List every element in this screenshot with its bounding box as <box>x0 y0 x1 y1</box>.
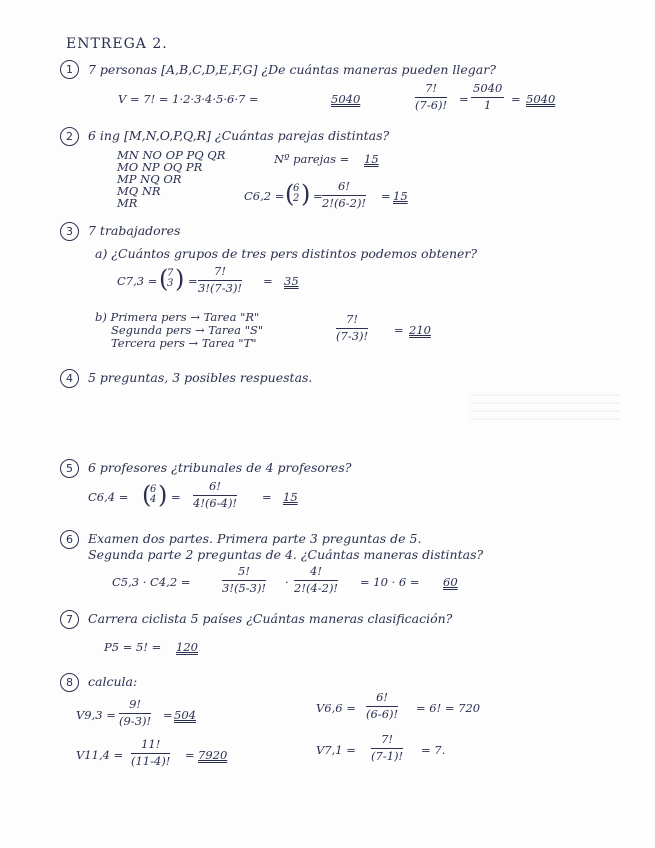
fraction-denominator: (7-3)! <box>336 328 369 343</box>
task-assignment-line: Tercera pers → Tarea "T" <box>111 336 257 350</box>
problem-1-fraction-2 <box>471 83 504 111</box>
task-assignment-line: Segunda pers → Tarea "S" <box>111 323 264 337</box>
fraction-denominator: 3!(5-3)! <box>222 580 267 595</box>
problem-8-number: 8 <box>60 673 79 692</box>
problem-3b-result: 210 <box>409 323 431 337</box>
right-paren: ) <box>301 180 311 208</box>
binomial-top: 7 <box>167 268 174 279</box>
equals-sign: = <box>185 748 195 762</box>
problem-7-number: 7 <box>60 610 79 629</box>
problem-7-statement: Carrera ciclista 5 países ¿Cuántas maneras clasificación? <box>88 611 453 626</box>
pair-row: MP NQ OR <box>117 172 182 186</box>
task-assignment-line: b) Primera pers → Tarea "R" <box>95 310 260 324</box>
fraction-denominator: (7-6)! <box>415 97 448 112</box>
fraction-denominator: 1 <box>483 97 492 112</box>
binomial <box>167 269 173 289</box>
equals-sign: = <box>263 274 273 288</box>
binomial-bottom: 2 <box>293 193 300 204</box>
binomial-top: 6 <box>150 484 157 495</box>
permutation-expression: P5 = 5! = <box>104 640 162 654</box>
problem-4-statement: 5 preguntas, 3 posibles respuestas. <box>88 370 313 385</box>
fraction-numerator: 6! <box>322 181 366 196</box>
problem-3a-result: 35 <box>284 274 299 288</box>
problem-3b-fraction <box>336 314 368 342</box>
variation-label: V6,6 = <box>316 701 356 715</box>
fraction-numerator: 7! <box>198 266 242 281</box>
equals-sign: = <box>171 490 181 504</box>
problem-1-expression: V = 7! = 1·2·3·4·5·6·7 = <box>118 92 259 106</box>
equals-sign: = <box>511 92 521 106</box>
problem-3-fraction <box>198 266 242 294</box>
problem-3-statement: 7 trabajadores <box>88 223 181 238</box>
problem-1-number: 1 <box>60 60 79 79</box>
variation-label: V7,1 = <box>316 743 356 757</box>
combination-label: C7,3 = <box>117 274 158 288</box>
pair-row: MR <box>117 196 138 210</box>
product-expression: C5,3 · C4,2 = <box>112 575 191 589</box>
problem-2-fraction <box>322 181 366 209</box>
binomial <box>293 184 299 204</box>
binomial-bottom: 4 <box>150 494 157 505</box>
left-paren: ( <box>159 265 169 293</box>
problem-1-statement: 7 personas [A,B,C,D,E,F,G] ¿De cuántas maneras pueden llegar? <box>88 62 496 77</box>
variation-result: 7920 <box>198 748 228 762</box>
equals-sign: = <box>459 92 469 106</box>
problem-6-statement-1: Examen dos partes. Primera parte 3 preguntas de 5. <box>88 531 422 546</box>
fraction-numerator: 9! <box>119 699 151 714</box>
fraction-numerator: 7! <box>415 83 447 98</box>
bleed-through-marks <box>470 390 620 420</box>
equals-sign: = <box>313 189 323 203</box>
problem-6-result: 60 <box>443 575 458 589</box>
problem-8-statement: calcula: <box>88 674 138 689</box>
problem-2-statement: 6 ing [M,N,O,P,Q,R] ¿Cuántas parejas distintas? <box>88 128 390 143</box>
left-paren: ( <box>285 180 295 208</box>
pair-count-label: Nº parejas = <box>274 152 350 166</box>
left-paren: ( <box>142 481 152 509</box>
variation-tail: = 7. <box>421 743 446 757</box>
problem-5-number: 5 <box>60 459 79 478</box>
variation-fraction <box>371 734 403 762</box>
combination-label: C6,2 = <box>244 189 285 203</box>
variation-result: 504 <box>174 708 196 722</box>
problem-2-number: 2 <box>60 127 79 146</box>
problem-6-fraction-2 <box>294 566 338 594</box>
multiply-dot: · <box>285 575 289 589</box>
fraction-numerator: 11! <box>131 739 170 754</box>
pair-row: MN NO OP PQ QR <box>117 148 226 162</box>
fraction-numerator: 6! <box>193 481 237 496</box>
fraction-numerator: 4! <box>294 566 338 581</box>
right-paren: ) <box>158 481 168 509</box>
equals-sign: = <box>163 708 173 722</box>
problem-1-result-2: 5040 <box>526 92 556 106</box>
equals-sign: = <box>394 323 404 337</box>
problem-7-result: 120 <box>176 640 198 654</box>
fraction-numerator: 6! <box>366 692 398 707</box>
variation-tail: = 6! = 720 <box>416 701 481 715</box>
problem-5-fraction <box>193 481 237 509</box>
fraction-denominator: (7-1)! <box>371 748 404 763</box>
problem-4-number: 4 <box>60 369 79 388</box>
binomial-top: 6 <box>293 183 300 194</box>
fraction-numerator: 7! <box>371 734 403 749</box>
product-tail: = 10 · 6 = <box>360 575 420 589</box>
problem-1-result: 5040 <box>331 92 361 106</box>
fraction-numerator: 5! <box>222 566 266 581</box>
combination-label: C6,4 = <box>88 490 129 504</box>
fraction-denominator: 2!(6-2)! <box>322 195 367 210</box>
problem-3-question-a: a) ¿Cuántos grupos de tres pers distintos podemos obtener? <box>95 246 478 261</box>
problem-3-number: 3 <box>60 222 79 241</box>
fraction-numerator: 7! <box>336 314 368 329</box>
problem-6-fraction-1 <box>222 566 266 594</box>
variation-fraction <box>131 739 170 767</box>
fraction-denominator: (9-3)! <box>119 713 152 728</box>
equals-sign: = <box>381 189 391 203</box>
variation-label: V11,4 = <box>76 748 124 762</box>
variation-fraction <box>366 692 398 720</box>
problem-1-fraction <box>415 83 447 111</box>
fraction-denominator: 4!(6-4)! <box>193 495 238 510</box>
pair-row: MQ NR <box>117 184 161 198</box>
fraction-denominator: 2!(4-2)! <box>294 580 339 595</box>
problem-5-result: 15 <box>283 490 298 504</box>
problem-6-number: 6 <box>60 530 79 549</box>
binomial-bottom: 3 <box>167 278 174 289</box>
pair-count-value: 15 <box>364 152 379 166</box>
right-paren: ) <box>175 265 185 293</box>
equals-sign: = <box>188 274 198 288</box>
fraction-denominator: (6-6)! <box>366 706 399 721</box>
problem-2-result: 15 <box>393 189 408 203</box>
page-title: ENTREGA 2. <box>66 36 168 52</box>
variation-label: V9,3 = <box>76 708 116 722</box>
equals-sign: = <box>262 490 272 504</box>
pair-row: MO NP OQ PR <box>117 160 203 174</box>
fraction-denominator: (11-4)! <box>131 753 171 768</box>
problem-6-statement-2: Segunda parte 2 preguntas de 4. ¿Cuántas maneras distintas? <box>88 547 484 562</box>
fraction-numerator: 5040 <box>471 83 504 98</box>
problem-5-statement: 6 profesores ¿tribunales de 4 profesores? <box>88 460 352 475</box>
variation-fraction <box>119 699 151 727</box>
fraction-denominator: 3!(7-3)! <box>198 280 243 295</box>
binomial <box>150 485 156 505</box>
